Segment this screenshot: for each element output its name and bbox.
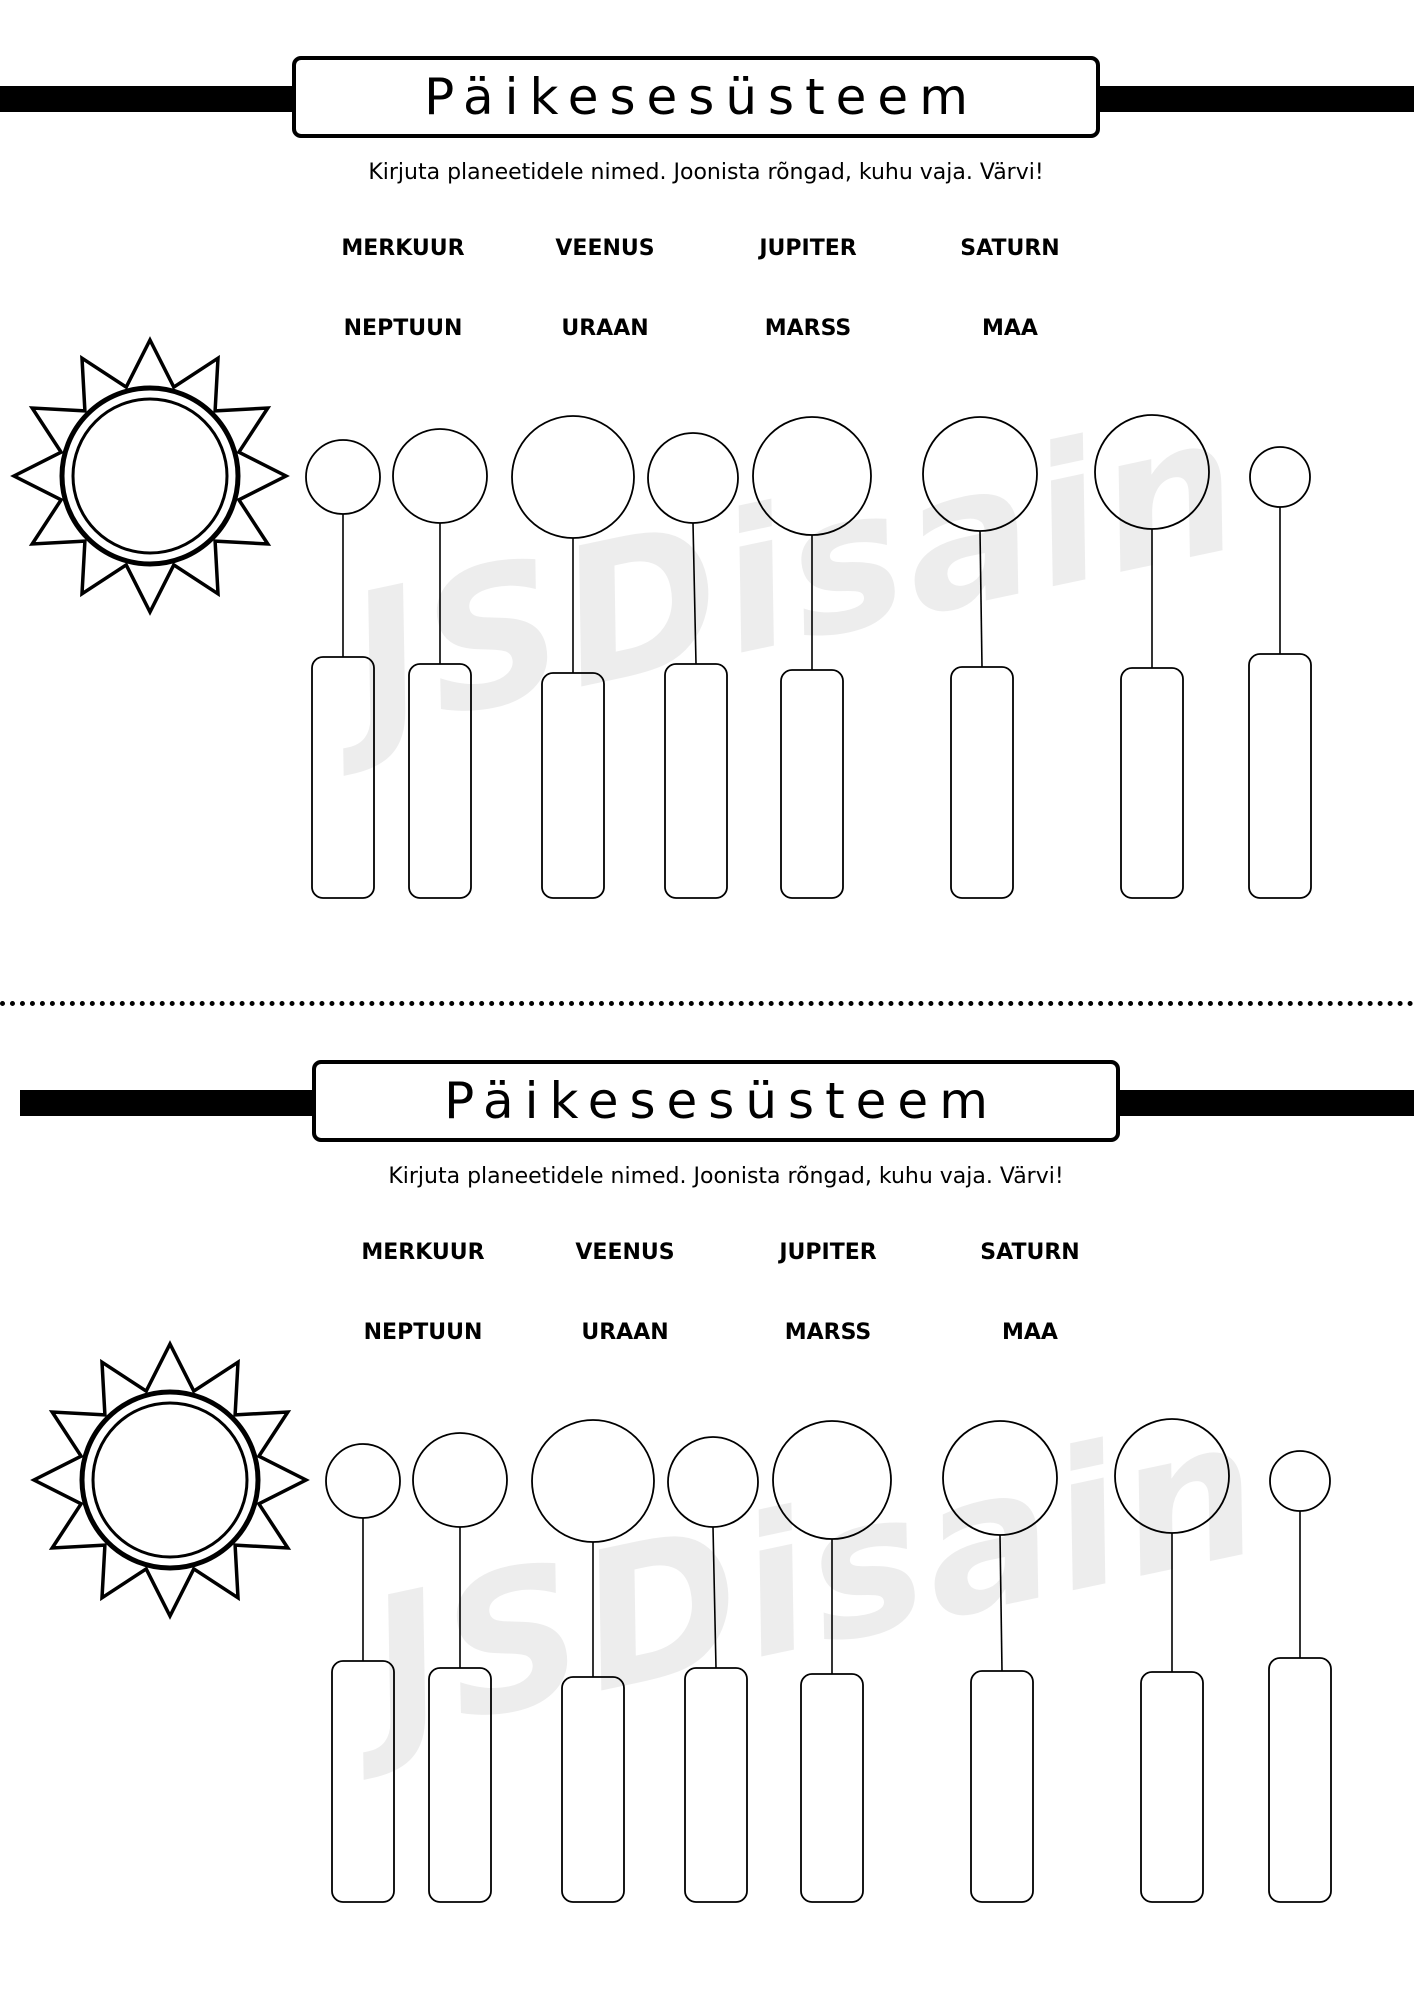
planet-circle [1250, 447, 1310, 507]
planet-7 [1115, 1419, 1229, 1902]
planet-3 [512, 416, 634, 898]
planet-3 [532, 1420, 654, 1902]
word-saturn: SATURN [980, 1240, 1080, 1265]
planet-circle [773, 1421, 891, 1539]
planet-circle [1095, 415, 1209, 529]
planet-name-box [951, 667, 1013, 898]
instruction-text: Kirjuta planeetidele nimed. Joonista rõngad, kuhu vaja. Värvi! [388, 1164, 1064, 1189]
sun-icon [34, 1344, 306, 1616]
planet-circle [648, 433, 738, 523]
worksheet-bottom [0, 1004, 1414, 1984]
planet-8 [1269, 1451, 1331, 1902]
planet-4 [668, 1437, 758, 1902]
planet-7 [1095, 415, 1209, 898]
planet-2 [413, 1433, 507, 1902]
word-saturn: SATURN [960, 236, 1060, 261]
solar-system-drawing [0, 1004, 1414, 1984]
planet-name-box [1249, 654, 1311, 898]
planet-name-box [1269, 1658, 1331, 1902]
word-neptuun: NEPTUUN [363, 1320, 483, 1345]
word-jupiter: JUPITER [759, 236, 857, 261]
word-neptuun: NEPTUUN [343, 316, 463, 341]
word-jupiter: JUPITER [779, 1240, 877, 1265]
planet-name-box [971, 1671, 1033, 1902]
planet-circle [1270, 1451, 1330, 1511]
planet-circle [393, 429, 487, 523]
planet-name-box [665, 664, 727, 898]
planet-1 [326, 1444, 400, 1902]
worksheet-top [0, 0, 1414, 980]
planet-name-box [429, 1668, 491, 1902]
word-marss: MARSS [764, 316, 852, 341]
planet-6 [943, 1421, 1057, 1902]
planet-circle [326, 1444, 400, 1518]
planet-name-box [332, 1661, 394, 1902]
planet-name-box [409, 664, 471, 898]
planet-name-box [1141, 1672, 1203, 1902]
word-maa: MAA [982, 316, 1038, 341]
page-title: Päikesesüsteem [444, 1072, 999, 1130]
word-uraan: URAAN [561, 316, 649, 341]
instruction-text: Kirjuta planeetidele nimed. Joonista rõngad, kuhu vaja. Värvi! [368, 160, 1044, 185]
planet-4 [648, 433, 738, 898]
word-veenus: VEENUS [575, 1240, 675, 1265]
solar-system-drawing [0, 0, 1414, 980]
planet-circle [668, 1437, 758, 1527]
planet-circle [1115, 1419, 1229, 1533]
planet-1 [306, 440, 380, 898]
word-maa: MAA [1002, 1320, 1058, 1345]
planet-2 [393, 429, 487, 898]
planet-name-box [562, 1677, 624, 1902]
planet-stick [693, 523, 696, 664]
sun-icon [14, 340, 286, 612]
planet-6 [923, 417, 1037, 898]
planet-circle [943, 1421, 1057, 1535]
planet-stick [980, 531, 982, 667]
word-veenus: VEENUS [555, 236, 655, 261]
planet-name-box [542, 673, 604, 898]
planet-circle [306, 440, 380, 514]
planet-name-box [312, 657, 374, 898]
planet-stick [1000, 1535, 1002, 1671]
planet-name-box [1121, 668, 1183, 898]
planet-name-box [801, 1674, 863, 1902]
page-title: Päikesesüsteem [424, 68, 979, 126]
planet-stick [713, 1527, 716, 1668]
watermark: JSDisain [330, 372, 1261, 777]
planet-circle [923, 417, 1037, 531]
planet-8 [1249, 447, 1311, 898]
planet-circle [753, 417, 871, 535]
word-uraan: URAAN [581, 1320, 669, 1345]
planet-5 [753, 417, 871, 898]
word-merkuur: MERKUUR [361, 1240, 485, 1265]
planet-circle [532, 1420, 654, 1542]
planet-circle [413, 1433, 507, 1527]
word-marss: MARSS [784, 1320, 872, 1345]
planet-name-box [685, 1668, 747, 1902]
planet-5 [773, 1421, 891, 1902]
watermark: JSDisain [350, 1376, 1281, 1781]
planet-circle [512, 416, 634, 538]
planet-name-box [781, 670, 843, 898]
word-merkuur: MERKUUR [341, 236, 465, 261]
